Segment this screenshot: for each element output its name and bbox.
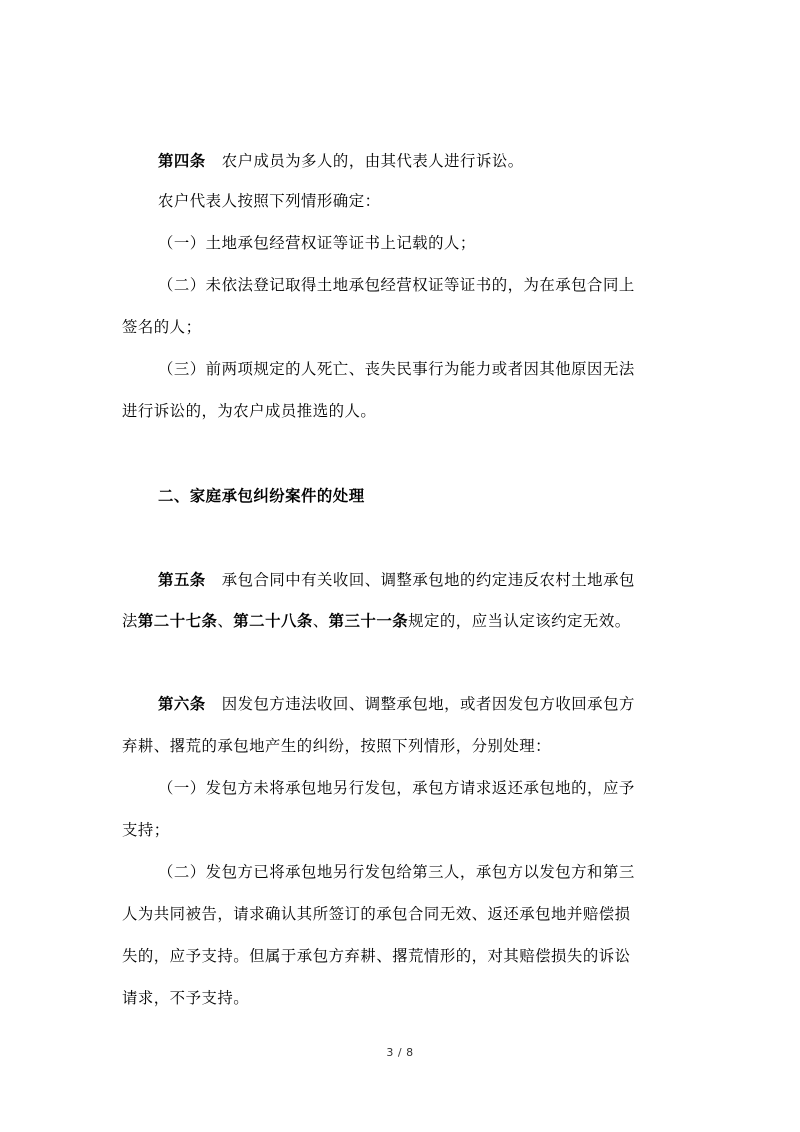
article-5-ref-28: 第二十八条 xyxy=(233,612,313,630)
article-6-text: 因发包方违法收回、调整承包地，或者因发包方收回承包方 xyxy=(221,695,635,713)
article-6-item-1-line-1: （一）发包方未将承包地另行发包，承包方请求返还承包地的，应予 xyxy=(158,779,635,797)
article-4-item-2-line-1: （二）未依法登记取得土地承包经营权证等证书的，为在承包合同上 xyxy=(158,276,635,294)
section-2-heading: 二、家庭承包纠纷案件的处理 xyxy=(158,487,365,505)
article-5-sep-1: 、 xyxy=(217,612,234,630)
article-6-item-2-line-2: 人为共同被告，请求确认其所签订的承包合同无效、返还承包地并赔偿损 xyxy=(122,905,631,923)
page-number: 3 / 8 xyxy=(386,1046,414,1059)
article-6-item-2-line-4: 请求，不予支持。 xyxy=(122,989,250,1007)
article-5-line-1 xyxy=(0,570,800,590)
article-5-ref-31: 第三十一条 xyxy=(328,612,409,630)
article-6-line-1 xyxy=(0,694,800,714)
article-4-item-3-line-2: 进行诉讼的，为农户成员推选的人。 xyxy=(122,402,377,420)
article-5-l2-pre: 法 xyxy=(122,612,138,630)
article-6-item-1-line-2: 支持； xyxy=(122,821,170,839)
article-5-sep-2: 、 xyxy=(312,612,329,630)
article-4-p2: 农户代表人按照下列情形确定： xyxy=(158,192,381,210)
article-5-text: 承包合同中有关收回、调整承包地的约定违反农村土地承包 xyxy=(221,571,635,589)
article-6-line-2: 弃耕、撂荒的承包地产生的纠纷，按照下列情形，分别处理： xyxy=(122,737,552,755)
article-4-item-3-line-1: （三）前两项规定的人死亡、丧失民事行为能力或者因其他原因无法 xyxy=(158,360,635,378)
article-4-paragraph xyxy=(0,151,800,171)
article-4-text: 农户成员为多人的，由其代表人进行诉讼。 xyxy=(221,152,524,170)
article-5-heading: 第五条 xyxy=(158,571,206,589)
article-4-item-1: （一）土地承包经营权证等证书上记载的人； xyxy=(158,234,476,252)
article-6-item-2-line-1: （二）发包方已将承包地另行发包给第三人，承包方以发包方和第三 xyxy=(158,863,635,881)
article-4-item-2-line-2: 签名的人； xyxy=(122,318,202,336)
article-5-ref-27: 第二十七条 xyxy=(137,612,218,630)
article-5-l2-post: 规定的，应当认定该约定无效。 xyxy=(408,612,631,630)
article-6-item-2-line-3: 失的，应予支持。但属于承包方弃耕、撂荒情形的，对其赔偿损失的诉讼 xyxy=(122,947,631,965)
article-6-heading: 第六条 xyxy=(158,695,206,713)
article-5-line-2 xyxy=(0,611,800,631)
article-4-heading: 第四条 xyxy=(158,152,206,170)
